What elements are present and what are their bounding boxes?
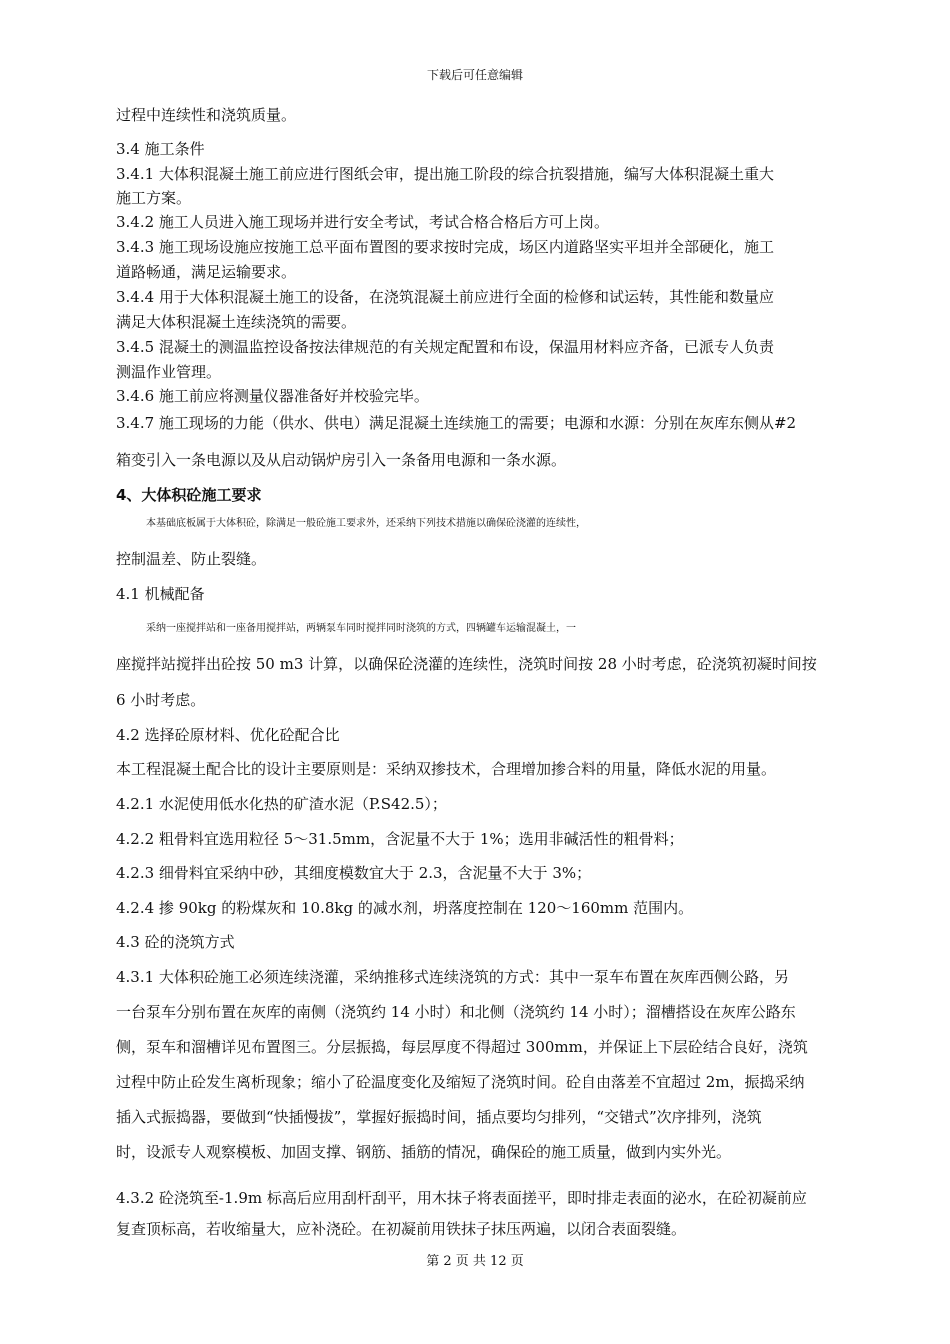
text-line: 测温作业管理。 [116,363,222,381]
text-line: 3.4.6 施工前应将测量仪器准备好并校验完毕。 [116,387,429,405]
text-line: 一台泵车分别布置在灰库的南侧（浇筑约 14 小时）和北侧（浇筑约 14 小时）；溜槽搭设在灰库公路东 [116,1003,796,1021]
text-line: 4.3.1 大体积砼施工必须连续浇灌，采纳推移式连续浇筑的方式：其中一泵车布置在灰库西侧公路，另 [116,968,789,986]
text-line: 侧，泵车和溜槽详见布置图三。分层振捣，每层厚度不得超过 300mm，并保证上下层砼结合良好，浇筑 [116,1038,808,1056]
chapter-heading: 4、大体积砼施工要求 [116,486,262,504]
text-line: 3.4.2 施工人员进入施工现场并进行安全考试，考试合格合格后方可上岗。 [116,213,609,231]
text-line: 箱变引入一条电源以及从启动锅炉房引入一条备用电源和一条水源。 [116,451,567,469]
text-line: 座搅拌站搅拌出砼按 50 m3 计算，以确保砼浇灌的连续性，浇筑时间按 28 小时考虑，砼浇筑初凝时间按 [116,655,817,673]
text-line: 4.2.4 掺 90kg 的粉煤灰和 10.8kg 的减水剂，坍落度控制在 120～160mm 范围内。 [116,899,694,917]
text-line: 采纳一座搅拌站和一座备用搅拌站，两辆泵车同时搅拌同时浇筑的方式，四辆罐车运输混凝土，一 [146,623,576,634]
text-line: 3.4.5 混凝土的测温监控设备按法律规范的有关规定配置和布设，保温用材料应齐备，已派专人负责 [116,338,774,356]
text-line: 本基础底板属于大体积砼，除满足一般砼施工要求外，还采纳下列技术措施以确保砼浇灌的连续性， [146,518,586,529]
section-heading: 4.1 机械配备 [116,585,205,603]
text-line: 本工程混凝土配合比的设计主要原则是：采纳双掺技术，合理增加掺合料的用量，降低水泥的用量。 [116,760,777,778]
text-line: 4.2.1 水泥使用低水化热的矿渣水泥（P.S42.5）； [116,795,447,813]
text-line: 3.4.7 施工现场的力能（供水、供电）满足混凝土连续施工的需要；电源和水源：分别在灰库东侧从#2 [116,414,797,432]
text-line: 3.4.1 大体积混凝土施工前应进行图纸会审，提出施工阶段的综合抗裂措施，编写大体积混凝土重大 [116,165,774,183]
text-line: 4.2.3 细骨料宜采纳中砂，其细度模数宜大于 2.3，含泥量不大于 3%； [116,864,592,882]
text-line: 3.4.4 用于大体积混凝土施工的设备，在浇筑混凝土前应进行全面的检修和试运转，其性能和数量应 [116,288,774,306]
text-line: 时，设派专人观察模板、加固支撑、钢筋、插筋的情况，确保砼的施工质量，做到内实外光。 [116,1143,732,1161]
text-line: 过程中防止砼发生离析现象；缩小了砼温度变化及缩短了浇筑时间。砼自由落差不宜超过 2m，振捣采纳 [116,1073,805,1091]
text-line: 插入式振捣器，要做到“快插慢拔”，掌握好振捣时间，插点要均匀排列，“交错式”次序排列，浇筑 [116,1108,762,1126]
page-footer: 第 2 页 共 12 页 [426,1254,524,1269]
text-line: 复查顶标高，若收缩量大，应补浇砼。在初凝前用铁抹子抹压两遍，以闭合表面裂缝。 [116,1220,687,1238]
text-line: 4.3.2 砼浇筑至-1.9m 标高后应用刮杆刮平，用木抹子将表面搓平，即时排走表面的泌水，在砼初凝前应 [116,1189,807,1207]
text-line: 道路畅通，满足运输要求。 [116,263,297,281]
section-heading: 4.3 砼的浇筑方式 [116,933,235,951]
text-line: 4.2.2 粗骨料宜选用粒径 5～31.5mm，含泥量不大于 1%；选用非碱活性的粗骨料； [116,830,684,848]
text-line: 6 小时考虑。 [116,691,206,709]
page-header: 下载后可任意编辑 [426,68,523,82]
text-line: 控制温差、防止裂缝。 [116,550,267,568]
text-line: 满足大体积混凝土连续浇筑的需要。 [116,313,357,331]
section-heading: 4.2 选择砼原材料、优化砼配合比 [116,726,340,744]
text-line: 过程中连续性和浇筑质量。 [116,106,297,124]
section-heading: 3.4 施工条件 [116,140,205,158]
text-line: 施工方案。 [116,189,192,207]
text-line: 3.4.3 施工现场设施应按施工总平面布置图的要求按时完成，场区内道路坚实平坦并全部硬化，施工 [116,238,774,256]
